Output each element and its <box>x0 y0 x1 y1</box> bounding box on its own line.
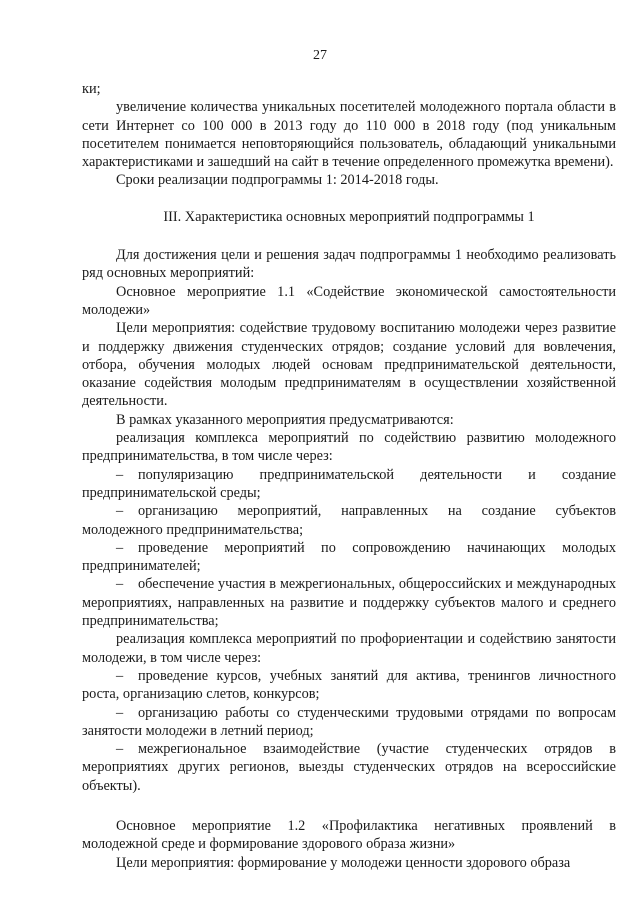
bullet-dash: – <box>116 704 124 721</box>
paragraph: Основное мероприятие 1.1 «Содействие экономической самостоятельности молодежи» <box>82 283 616 318</box>
paragraph: Для достижения цели и решения задач подпрограммы 1 необходимо реализовать ряд основных мероприятий: <box>82 247 616 282</box>
paragraph: увеличение количества уникальных посетителей молодежного портала области в сети Интернет со 100 000 в 2013 году до 110 000 в 2018 году (под уникальным посетителем понимается неповторяющийся пользователь, обладающий уникальными характеристиками и зашедший на сайт в течение определенного промежутка времени). <box>82 99 616 171</box>
paragraph: реализация комплекса мероприятий по профориентации и содействию занятости молодежи, в том числе через: <box>82 631 616 666</box>
section-heading: III. Характеристика основных мероприятий подпрограммы 1 <box>163 208 535 225</box>
paragraph: В рамках указанного мероприятия предусматриваются: <box>116 411 454 428</box>
page-number: 27 <box>313 48 327 63</box>
list-item <box>82 466 616 503</box>
paragraph: Цели мероприятия: содействие трудовому воспитанию молодежи через развитие и поддержку движения студенческих отрядов; создание условий для вовлечения, отбора, обучения молодых людей основам предпринимательской деятельности, оказание содействия молодым предпринимателям в осуществлении хозяйственной деятельности. <box>82 320 616 410</box>
document-body <box>82 80 616 872</box>
bullet-dash: – <box>116 576 124 593</box>
paragraph: ки; <box>82 81 101 97</box>
list-item <box>82 667 616 704</box>
paragraph: Цели мероприятия: формирование у молодежи ценности здорового образа <box>116 854 571 871</box>
bullet-dash: – <box>116 466 124 483</box>
list-item-text: проведение курсов, учебных занятий для актива, тренингов личностного роста, организацию слетов, конкурсов; <box>82 667 616 703</box>
paragraph: реализация комплекса мероприятий по содействию развитию молодежного предпринимательства, в том числе через: <box>82 430 616 465</box>
bullet-dash: – <box>116 741 124 758</box>
paragraph: Основное мероприятие 1.2 «Профилактика негативных проявлений в молодежной среде и формирование здорового образа жизни» <box>82 817 616 853</box>
list-item <box>82 539 616 576</box>
bullet-dash: – <box>116 539 124 556</box>
list-item <box>82 740 616 795</box>
list-item-text: организацию мероприятий, направленных на создание субъектов молодежного предпринимательства; <box>82 503 616 538</box>
list-item-text: популяризацию предпринимательской деятельности и создание предпринимательской среды; <box>82 466 616 501</box>
list-item <box>82 502 616 539</box>
bullet-dash: – <box>116 667 124 684</box>
paragraph: Сроки реализации подпрограммы 1: 2014-2018 годы. <box>116 172 439 189</box>
list-item-text: организацию работы со студенческими трудовыми отрядами по вопросам занятости молодежи в летний период; <box>82 704 616 739</box>
list-item <box>82 704 616 741</box>
list-item <box>82 575 616 630</box>
bullet-dash: – <box>116 503 124 520</box>
list-item-text: проведение мероприятий по сопровождению начинающих молодых предпринимателей; <box>82 539 616 575</box>
list-item-text: межрегиональное взаимодействие (участие студенческих отрядов в мероприятиях других регионов, выезды студенческих отрядов на всероссийские объекты). <box>82 741 616 794</box>
list-item-text: обеспечение участия в межрегиональных, общероссийских и международных мероприятиях, направленных на развитие и поддержку субъектов малого и среднего предпринимательства; <box>82 576 616 630</box>
